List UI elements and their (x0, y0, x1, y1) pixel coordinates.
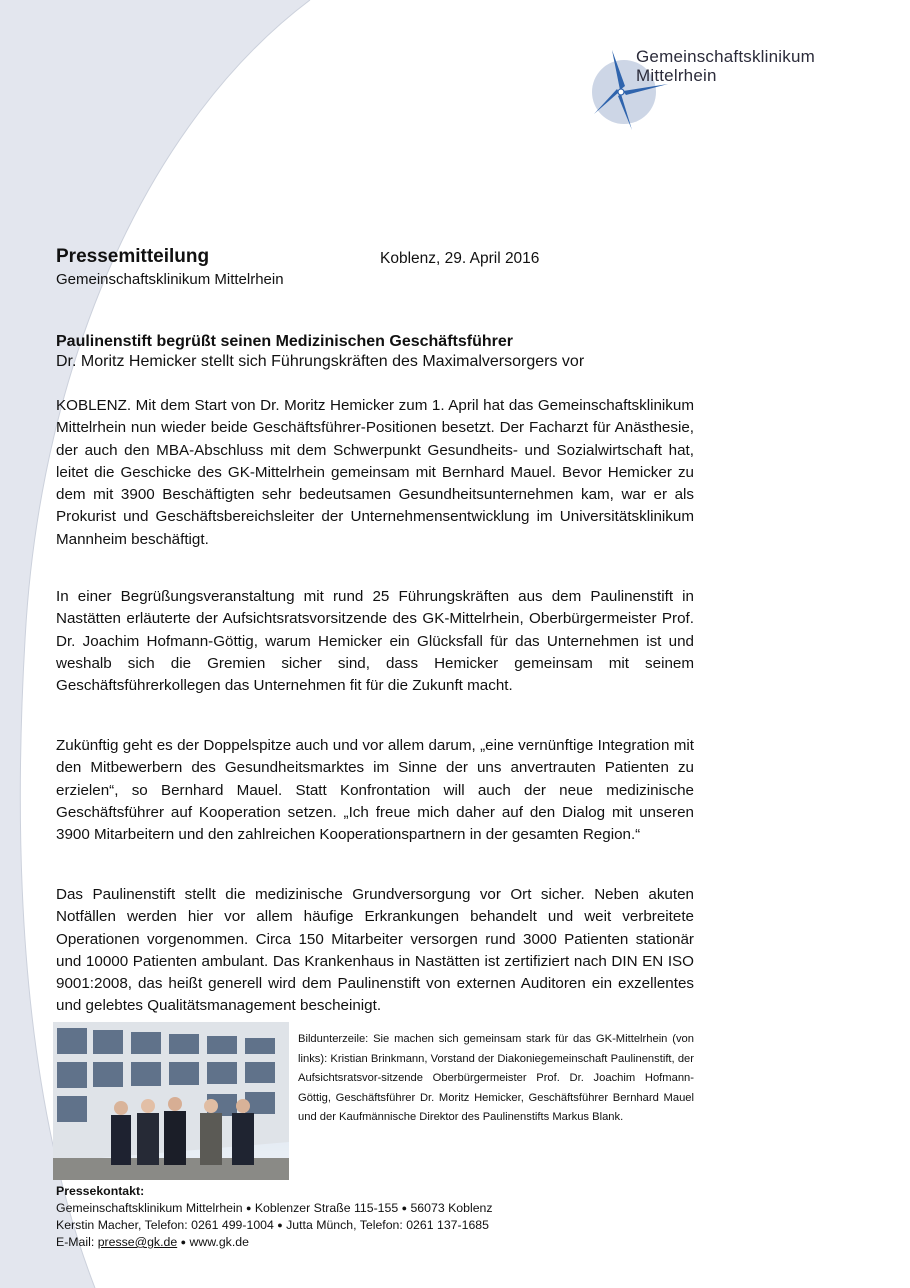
body-paragraph-1: KOBLENZ. Mit dem Start von Dr. Moritz Hemicker zum 1. April hat das Gemeinschaftsklinikum Mittelrhein nun wieder beide Geschäftsführer-Positionen besetzt. Der Facharzt für Anästhesie, der auch den MBA-Abschluss mit dem Schwerpunkt Gesundheits- und Sozialwirtschaft hat, leitet die Geschicke des GK-Mittelrhein gemeinsam mit Bernhard Mauel. Bevor Hemicker zu dem mit 3900 Beschäftigten sehr bedeutsamen Gesundheitsunternehmen kam, war er als Prokurist und Geschäftsbereichsleiter der Unternehmensentwicklung im Universitätsklinikum Mannheim beschäftigt. (56, 397, 694, 548)
group-photo (53, 1022, 289, 1180)
separator-dot: ● (401, 1203, 408, 1213)
article-subheadline: Dr. Moritz Hemicker stellt sich Führungskräften des Maximalversorgers vor (56, 353, 585, 370)
contact-address-line (56, 1200, 493, 1217)
body-paragraph-3: Zukünftig geht es der Doppelspitze auch und vor allem darum, „eine vernünftige Integration mit den Mitbewerbern des Gesundheitsmarktes im Sinne der uns anvertrauten Patienten zu erzielen“, so Bernhard Mauel. Statt Konfrontation will auch der neue medizinische Geschäftsführer auf Kooperation setzen. „Ich freue mich daher auf den Dialog mit unseren 3900 Mitarbeitern und den zahlreichen Kooperationspartnern in der gesamten Region.“ (56, 737, 694, 844)
press-contact-title: Pressekontakt: (56, 1184, 145, 1198)
contact-person-2: Jutta Münch, Telefon: 0261 137-1685 (286, 1218, 489, 1232)
email-link[interactable]: presse@gk.de (97, 1235, 178, 1249)
clinic-logo (590, 42, 850, 132)
body-paragraph-2: In einer Begrüßungsveranstaltung mit rund 25 Führungskräften aus dem Paulinenstift in Nastätten erläuterte der Aufsichtsratsvorsitzende des GK-Mittelrhein, Oberbürgermeister Prof. Dr. Joachim Hofmann-Göttig, warum Hemicker ein Glücksfall für das Unternehmen ist und weshalb sich die Gremien sicher sind, dass Hemicker gemeinsam mit seinem Geschäftsführerkollegen das Unternehmen fit für die Zukunft macht. (56, 588, 694, 695)
separator-dot: ● (277, 1220, 283, 1230)
website-link[interactable]: www.gk.de (189, 1235, 249, 1249)
email-label: E-Mail: (56, 1235, 95, 1249)
contact-phone-line (56, 1217, 493, 1234)
contact-web-line (56, 1234, 493, 1251)
press-release-date: Koblenz, 29. April 2016 (380, 250, 540, 267)
logo-name-line2: Mittelrhein (636, 66, 717, 85)
contact-org: Gemeinschaftsklinikum Mittelrhein (56, 1201, 243, 1215)
press-contact (56, 1183, 493, 1251)
photo-caption: Bildunterzeile: Sie machen sich gemeinsam stark für das GK-Mittelrhein (von links): Kristian Brinkmann, Vorstand der Diakoniegemeinschaft Paulinenstift, der Aufsichtsratsvor-sitzende Oberbürgermeister Prof. Dr. Joachim Hofmann-Göttig, Geschäftsführer Dr. Moritz Hemicker, Geschäftsführer Bernhard Mauel und der Kaufmännische Direktor des Paulinenstifts Markus Blank. (298, 1033, 694, 1123)
press-release-title: Pressemitteilung (56, 246, 210, 267)
separator-dot: ● (246, 1203, 252, 1213)
press-release-organization: Gemeinschaftsklinikum Mittelrhein (56, 271, 284, 288)
contact-street: Koblenzer Straße 115-155 (254, 1201, 399, 1215)
separator-dot: ● (180, 1237, 187, 1247)
contact-city: 56073 Koblenz (410, 1201, 493, 1215)
contact-person-1: Kerstin Macher, Telefon: 0261 499-1004 (56, 1218, 274, 1232)
body-paragraph-4: Das Paulinenstift stellt die medizinische Grundversorgung vor Ort sicher. Neben akuten Notfällen werden hier vor allem häufige Erkrankungen behandelt und weit verbreitete Operationen vorgenommen. Circa 150 Mitarbeiter versorgen rund 3000 Patienten stationär und 10000 Patienten ambulant. Das Krankenhaus in Nastätten ist zertifiziert nach DIN EN ISO 9001:2008, das heißt generell wird dem Paulinenstift von externen Auditoren ein exzellentes und gelebtes Qualitätsmanagement bescheinigt. (56, 886, 694, 1015)
article-headline: Paulinenstift begrüßt seinen Medizinischen Geschäftsführer (56, 333, 513, 350)
logo-name-line1: Gemeinschaftsklinikum (636, 47, 815, 66)
